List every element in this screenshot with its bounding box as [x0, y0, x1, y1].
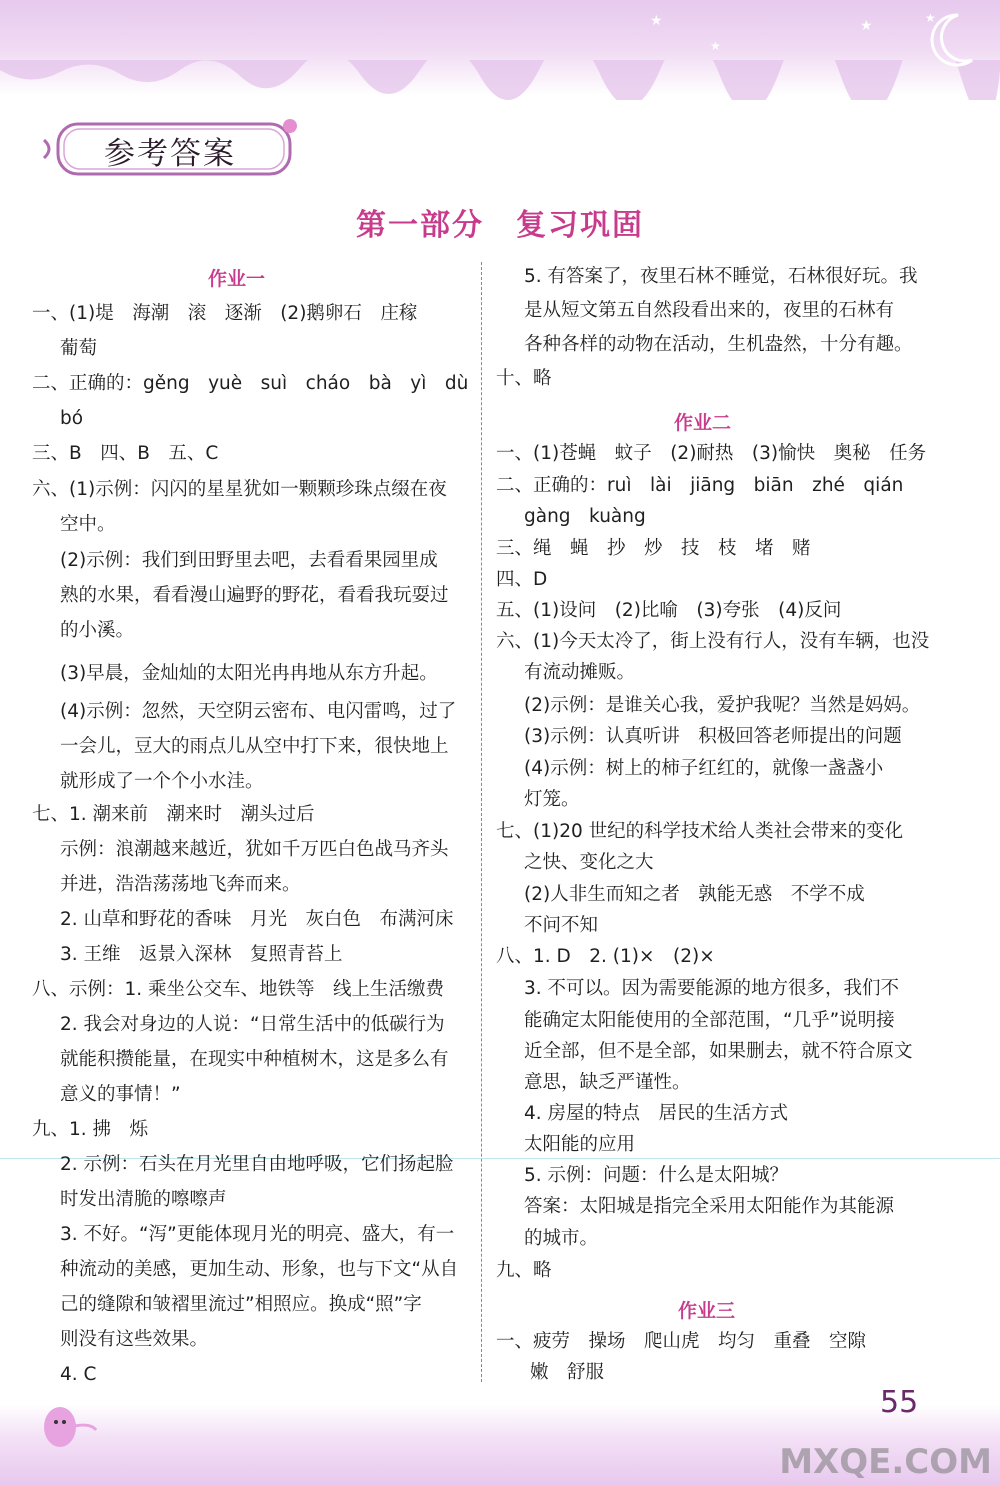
answer-line: 一、(1)堤 海潮 滚 逐渐 (2)鹅卵石 庄稼	[32, 303, 418, 324]
badge-title: 参考答案	[104, 136, 236, 172]
answer-line: 3. 王维 返景入深林 复照青苔上	[60, 944, 343, 965]
answer-line: 己的缝隙和皱褶里流过”相照应。换成“照”字	[60, 1294, 422, 1315]
cloud-edge-decoration	[0, 60, 1000, 100]
answer-line: (4)示例：树上的柿子红红的，就像一盏盏小	[524, 758, 884, 779]
svg-text:★: ★	[710, 39, 721, 53]
answer-line: 意思，缺乏严谨性。	[524, 1072, 691, 1093]
answer-line: 一、疲劳 操场 爬山虎 均匀 重叠 空隙	[496, 1331, 867, 1352]
answer-line: 的城市。	[524, 1228, 599, 1249]
answer-line: 空中。	[60, 514, 116, 535]
answer-line: 就形成了一个个小水洼。	[60, 771, 264, 792]
answer-line: 3. 不可以。因为需要能源的地方很多，我们不	[524, 978, 900, 999]
svg-text:★: ★	[650, 13, 663, 29]
answer-line: 时发出清脆的嚓嚓声	[60, 1189, 227, 1210]
answer-line: 嫩 舒服	[530, 1362, 605, 1383]
answer-line: 是从短文第五自然段看出来的，夜里的石林有	[524, 300, 895, 321]
answer-line: (2)示例：是谁关心我，爱护我呢？当然是妈妈。	[524, 695, 921, 716]
watermark: MXQE.COM	[779, 1442, 992, 1482]
answer-line: 答案：太阳城是指完全采用太阳能作为其能源	[524, 1196, 895, 1217]
star-icon	[0, 0, 1000, 60]
answer-line: 3. 不好。“泻”更能体现月光的明亮、盛大，有一	[60, 1224, 455, 1245]
answer-line: 一、(1)苍蝇 蚊子 (2)耐热 (3)愉快 奥秘 任务	[496, 443, 927, 464]
answer-line: 四、D	[496, 569, 548, 590]
answer-line: 5. 有答案了，夜里石林不睡觉，石林很好玩。我	[524, 266, 918, 287]
answer-line: 能确定太阳能使用的全部范围，“几乎”说明接	[524, 1010, 895, 1031]
svg-text:★: ★	[925, 11, 936, 25]
answer-line: 就能积攒能量，在现实中种植树木，这是多么有	[60, 1049, 449, 1070]
answer-line: 近全部，但不是全部，如果删去，就不符合原文	[524, 1041, 913, 1062]
answer-line: 十、略	[496, 368, 552, 389]
answer-line: 八、1. D 2. (1)× (2)×	[496, 946, 715, 967]
answer-line: bó	[60, 408, 84, 429]
answer-line: 八、示例：1. 乘坐公交车、地铁等 线上生活缴费	[32, 979, 445, 1000]
answer-line: 2. 示例：石头在月光里自由地呼吸，它们扬起脸	[60, 1154, 454, 1175]
answer-line: 太阳能的应用	[524, 1134, 636, 1155]
mascot-icon	[30, 1392, 100, 1452]
answer-line: 七、(1)20 世纪的科学技术给人类社会带来的变化	[496, 821, 904, 842]
answer-line: 二、正确的：ruì lài jiāng biān zhé qián	[496, 475, 904, 496]
section-heading-3: 作业三	[678, 1300, 736, 1322]
answer-line: 二、正确的：gěng yuè suì cháo bà yì dù	[32, 373, 469, 394]
answer-line: 5. 示例：问题：什么是太阳城？	[524, 1165, 789, 1186]
answer-line: 2. 我会对身边的人说：“日常生活中的低碳行为	[60, 1014, 445, 1035]
answer-line: 各种各样的动物在活动，生机盎然，十分有趣。	[524, 334, 913, 355]
answer-line: 4. 房屋的特点 居民的生活方式	[524, 1103, 789, 1124]
answer-line: gàng kuàng	[524, 506, 646, 527]
answer-line: 有流动摊贩。	[524, 662, 636, 683]
answer-line: 一会儿，豆大的雨点儿从空中打下来，很快地上	[60, 736, 449, 757]
answer-line: 2. 山草和野花的香味 月光 灰白色 布满河床	[60, 909, 454, 930]
answer-line: 六、(1)示例：闪闪的星星犹如一颗颗珍珠点缀在夜	[32, 479, 447, 500]
answer-line: 七、1. 潮来前 潮来时 潮头过后	[32, 804, 315, 825]
svg-text:★: ★	[860, 18, 873, 34]
answer-line: 三、绳 蝇 抄 炒 技 枝 堵 赌	[496, 538, 811, 559]
answer-line: 则没有这些效果。	[60, 1329, 209, 1350]
answer-line: 的小溪。	[60, 620, 135, 641]
answer-line: 三、B 四、B 五、C	[32, 443, 219, 464]
answer-line: 示例：浪潮越来越近，犹如千万匹白色战马齐头	[60, 839, 449, 860]
page-number: 55	[880, 1385, 919, 1420]
section-heading-2: 作业二	[674, 412, 732, 434]
section-heading-1: 作业一	[208, 268, 266, 290]
answer-line: 葡萄	[60, 338, 98, 359]
answer-line: 不问不知	[524, 915, 599, 936]
answer-line: (2)人非生而知之者 孰能无惑 不学不成	[524, 884, 865, 905]
answer-line: 六、(1)今天太冷了，街上没有行人，没有车辆，也没	[496, 631, 930, 652]
answer-line: 九、1. 拂 烁	[32, 1119, 149, 1140]
answer-line: 熟的水果，看看漫山遍野的野花，看看我玩耍过	[60, 585, 449, 606]
answer-line: 之快、变化之大	[524, 852, 654, 873]
answer-line: 九、略	[496, 1260, 552, 1281]
answer-line: 灯笼。	[524, 789, 580, 810]
answer-line: (2)示例：我们到田野里去吧，去看看果园里成	[60, 550, 438, 571]
answer-line: (4)示例：忽然，天空阴云密布、电闪雷鸣，过了	[60, 701, 457, 722]
answer-line: 种流动的美感，更加生动、形象，也与下文“从自	[60, 1259, 459, 1280]
answer-line: (3)早晨，金灿灿的太阳光冉冉地从东方升起。	[60, 663, 438, 684]
answer-line: 4. C	[60, 1364, 97, 1385]
answer-line: 并进，浩浩荡荡地飞奔而来。	[60, 874, 301, 895]
answer-line: 五、(1)设问 (2)比喻 (3)夸张 (4)反问	[496, 600, 842, 621]
part-title: 第一部分 复习巩固	[356, 208, 644, 243]
column-divider	[481, 262, 482, 1382]
answer-line: 意义的事情！”	[60, 1084, 181, 1105]
answer-line: (3)示例：认真听讲 积极回答老师提出的问题	[524, 726, 902, 747]
